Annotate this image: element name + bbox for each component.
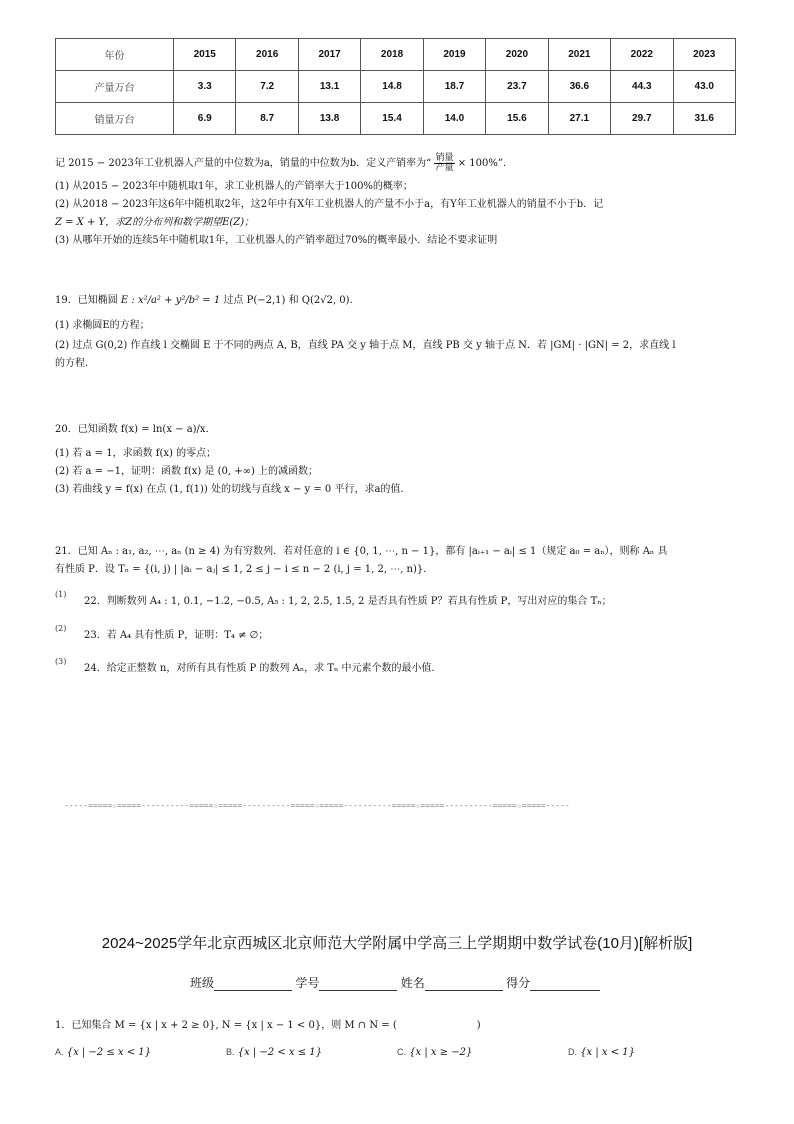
exam-title: 2024~2025学年北京西城区北京师范大学附属中学高三上学期期中数学试卷(10月)[解析版] (101, 935, 693, 952)
q21-sub1: 22．判断数列 A₄ : 1, 0.1, −1.2, −0.5, A₅ : 1, 2, 2.5, 1.5, 2 是否具有性质 P？若具有性质 P，写出对应的集合 Tₙ； (84, 596, 612, 607)
table-cell: 13.1 (298, 71, 360, 103)
production-sales-table (55, 38, 736, 135)
student-id-label: 学号 (295, 976, 320, 990)
table-cell: 23.7 (486, 71, 548, 103)
q18-part2-line1: (2) 从2018 − 2023年这6年中随机取2年，这2年中有X年工业机器人的产量不小于a，有Y年工业机器人的销量不小于b．记 (55, 199, 604, 210)
table-cell: 7.2 (236, 71, 298, 103)
q21-sub3-tag: (3) (55, 657, 67, 666)
q21-sub1-tag: (1) (55, 590, 67, 599)
section-divider: -----=====☆=====----------=====☆=====----------=====☆=====----------=====☆=====----------=====☆=====----- (64, 801, 570, 810)
table-cell: 29.7 (611, 103, 673, 135)
fraction-denominator: 产量 (435, 163, 454, 173)
option-tag: A. (55, 1047, 64, 1057)
class-field[interactable] (214, 978, 292, 991)
q19-stem-a: 19．已知椭圆 (55, 295, 118, 306)
q20-part3: (3) 若曲线 y = f(x) 在点 (1, f(1)) 处的切线与直线 x − y = 0 平行，求a的值． (55, 484, 411, 495)
q19-part2-line1: (2) 过点 G(0,2) 作直线 l 交椭圆 E 于不同的两点 A, B，直线 PA 交 y 轴于点 M，直线 PB 交 y 轴于点 N．若 |GM| · |GN| = 2，求直线 l (55, 340, 676, 351)
q20-part2: (2) 若 a = −1，证明：函数 f(x) 是 (0, +∞) 上的减函数； (55, 466, 319, 477)
table-cell: 36.6 (548, 71, 610, 103)
q18-intro-text: 记 2015 − 2023年工业机器人产量的中位数为a，销量的中位数为b．定义产销率为“ (55, 158, 432, 169)
name-field[interactable] (425, 978, 503, 991)
student-id-field[interactable] (319, 978, 397, 991)
score-label: 得分 (506, 976, 531, 990)
q18-part2-line2: Z = X + Y，求Z的分布列和数学期望E(Z)； (55, 217, 255, 228)
row-label: 销量万台 (56, 103, 174, 135)
table-cell: 15.4 (361, 103, 423, 135)
option-text: {x | −2 < x ≤ 1} (237, 1047, 323, 1058)
q21-sub2-tag: (2) (55, 624, 67, 633)
table-header-cell: 2016 (236, 39, 298, 71)
q1-option-d (568, 1045, 635, 1060)
q21-stem-line1: 21．已知 Aₙ : a₁, a₂, ⋯, aₙ (n ≥ 4) 为有穷数列．若对任意的 i ∈ {0, 1, ⋯, n − 1}，都有 |aᵢ₊₁ − aᵢ| ≤ 1（规定 a₀ = aₙ），则称 Aₙ 具 (55, 546, 668, 557)
class-label: 班级 (190, 976, 215, 990)
table-header-cell: 2021 (548, 39, 610, 71)
row-label: 产量万台 (56, 71, 174, 103)
q19-part1: (1) 求椭圆E的方程； (55, 320, 150, 331)
q19-stem (55, 294, 360, 308)
table-cell: 8.7 (236, 103, 298, 135)
table-cell: 3.3 (174, 71, 236, 103)
option-text: {x | −2 ≤ x < 1} (66, 1047, 152, 1058)
table-cell: 14.8 (361, 71, 423, 103)
option-text: {x | x < 1} (580, 1047, 636, 1058)
q18-intro-tail: × 100%”． (457, 158, 513, 169)
table-header-cell: 2023 (673, 39, 736, 71)
q21-sub2: 23．若 A₄ 具有性质 P，证明：T₄ ≠ ∅； (84, 630, 269, 641)
table-header-cell: 2019 (423, 39, 485, 71)
table-row (56, 103, 736, 135)
table-cell: 13.8 (298, 103, 360, 135)
ellipse-equation: E : x²/a² + y²/b² = 1 (120, 295, 221, 306)
q1-option-a (55, 1045, 151, 1060)
table-header-cell: 2022 (611, 39, 673, 71)
fraction-numerator: 销量 (435, 153, 454, 163)
table-cell: 31.6 (673, 103, 736, 135)
table-cell: 27.1 (548, 103, 610, 135)
q18-part1: (1) 从2015 − 2023年中随机取1年，求工业机器人的产销率大于100%的概率； (55, 181, 413, 192)
student-info-row (190, 975, 600, 991)
q20-stem: 20．已知函数 f(x) = ln(x − a)/x． (55, 424, 216, 435)
sales-ratio-fraction (434, 154, 454, 173)
table-header-row (56, 39, 736, 71)
q1-stem: 1．已知集合 M = {x | x + 2 ≥ 0}, N = {x | x − 1 < 0}，则 M ∩ N = ( ) (55, 1020, 481, 1031)
q1-option-c (397, 1045, 472, 1060)
table-header-cell: 2015 (174, 39, 236, 71)
q19-stem-b: 过点 P(−2,1) 和 Q(2√2, 0)． (223, 295, 360, 306)
table-cell: 18.7 (423, 71, 485, 103)
table-header-cell: 年份 (56, 39, 174, 71)
table-cell: 14.0 (423, 103, 485, 135)
table-cell: 44.3 (611, 71, 673, 103)
q21-sub3: 24．给定正整数 n，对所有具有性质 P 的数列 Aₙ，求 Tₙ 中元素个数的最小值． (84, 663, 442, 674)
table-cell: 15.6 (486, 103, 548, 135)
name-label: 姓名 (400, 976, 425, 990)
table-header-cell: 2017 (298, 39, 360, 71)
option-tag: D. (568, 1047, 577, 1057)
option-tag: B. (226, 1047, 235, 1057)
option-tag: C. (397, 1047, 406, 1057)
table-header-cell: 2020 (486, 39, 548, 71)
q18-part3: (3) 从哪年开始的连续5年中随机取1年，工业机器人的产销率超过70%的概率最小．结论不要求证明 (55, 235, 498, 246)
q21-stem-line2: 有性质 P．设 Tₙ = {(i, j) | |aᵢ − aⱼ| ≤ 1, 2 ≤ j − i ≤ n − 2 (i, j = 1, 2, ⋯, n)}． (55, 564, 434, 575)
table-row (56, 71, 736, 103)
q20-part1: (1) 若 a = 1，求函数 f(x) 的零点； (55, 448, 217, 459)
table-cell: 43.0 (673, 71, 736, 103)
option-text: {x | x ≥ −2} (409, 1047, 473, 1058)
score-field[interactable] (530, 978, 600, 991)
q18-intro (55, 154, 513, 173)
q1-option-b (226, 1045, 322, 1060)
table-header-cell: 2018 (361, 39, 423, 71)
q19-part2-line2: 的方程． (55, 358, 95, 369)
table-cell: 6.9 (174, 103, 236, 135)
